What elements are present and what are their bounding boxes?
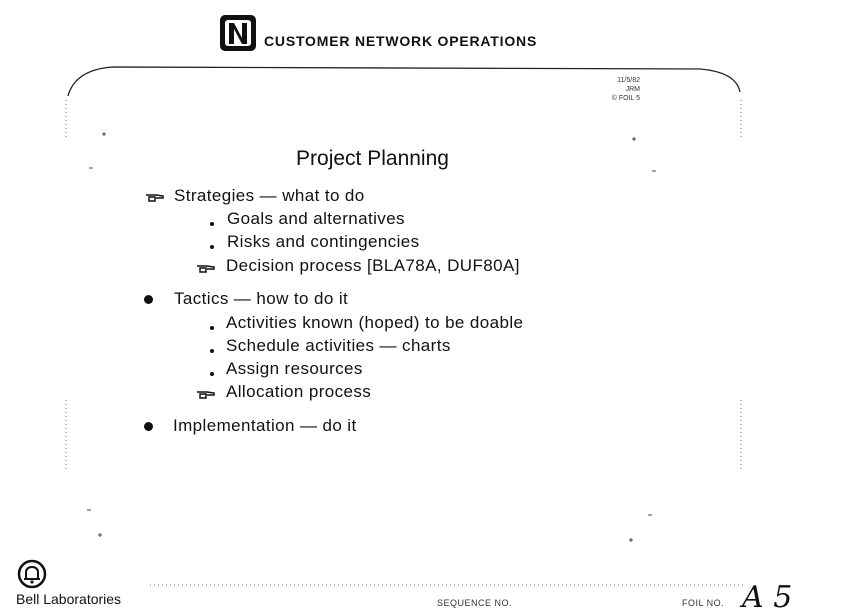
bullet bbox=[144, 422, 153, 431]
small-bullet bbox=[210, 326, 214, 330]
company-name: Bell Laboratories bbox=[16, 591, 122, 607]
bullet bbox=[144, 295, 153, 304]
pointing-hand-icon bbox=[145, 191, 165, 203]
org-name: CUSTOMER NETWORK OPERATIONS bbox=[264, 33, 538, 49]
list-item: Strategies — what to do bbox=[174, 186, 365, 205]
company-logo-icon bbox=[219, 14, 257, 52]
list-item: Tactics — how to do it bbox=[174, 289, 349, 308]
foil-author: JRM bbox=[625, 86, 640, 93]
small-bullet bbox=[210, 222, 214, 226]
foil-label: FOIL NO. bbox=[682, 598, 725, 608]
list-item: Assign resources bbox=[226, 359, 363, 378]
sequence-label: SEQUENCE NO. bbox=[437, 598, 513, 608]
small-bullet bbox=[210, 349, 214, 353]
small-bullet bbox=[210, 245, 214, 249]
pointing-hand-icon bbox=[196, 388, 216, 400]
list-item: Schedule activities — charts bbox=[226, 336, 451, 355]
foil-number: © FOIL 5 bbox=[611, 95, 640, 102]
list-item: Implementation — do it bbox=[173, 416, 357, 435]
foil-meta bbox=[560, 76, 640, 103]
small-bullet bbox=[210, 372, 214, 376]
bell-icon bbox=[14, 559, 50, 589]
list-item: Activities known (hoped) to be doable bbox=[226, 313, 524, 332]
page-code: A 5 bbox=[742, 580, 793, 615]
list-item: Risks and contingencies bbox=[227, 232, 420, 251]
slide-title: Project Planning bbox=[296, 147, 449, 170]
list-item: Decision process [BLA78A, DUF80A] bbox=[226, 256, 520, 275]
foil-date: 11/5/82 bbox=[617, 77, 640, 84]
pointing-hand-icon bbox=[196, 262, 216, 274]
list-item: Goals and alternatives bbox=[227, 209, 405, 228]
list-item: Allocation process bbox=[226, 382, 372, 401]
